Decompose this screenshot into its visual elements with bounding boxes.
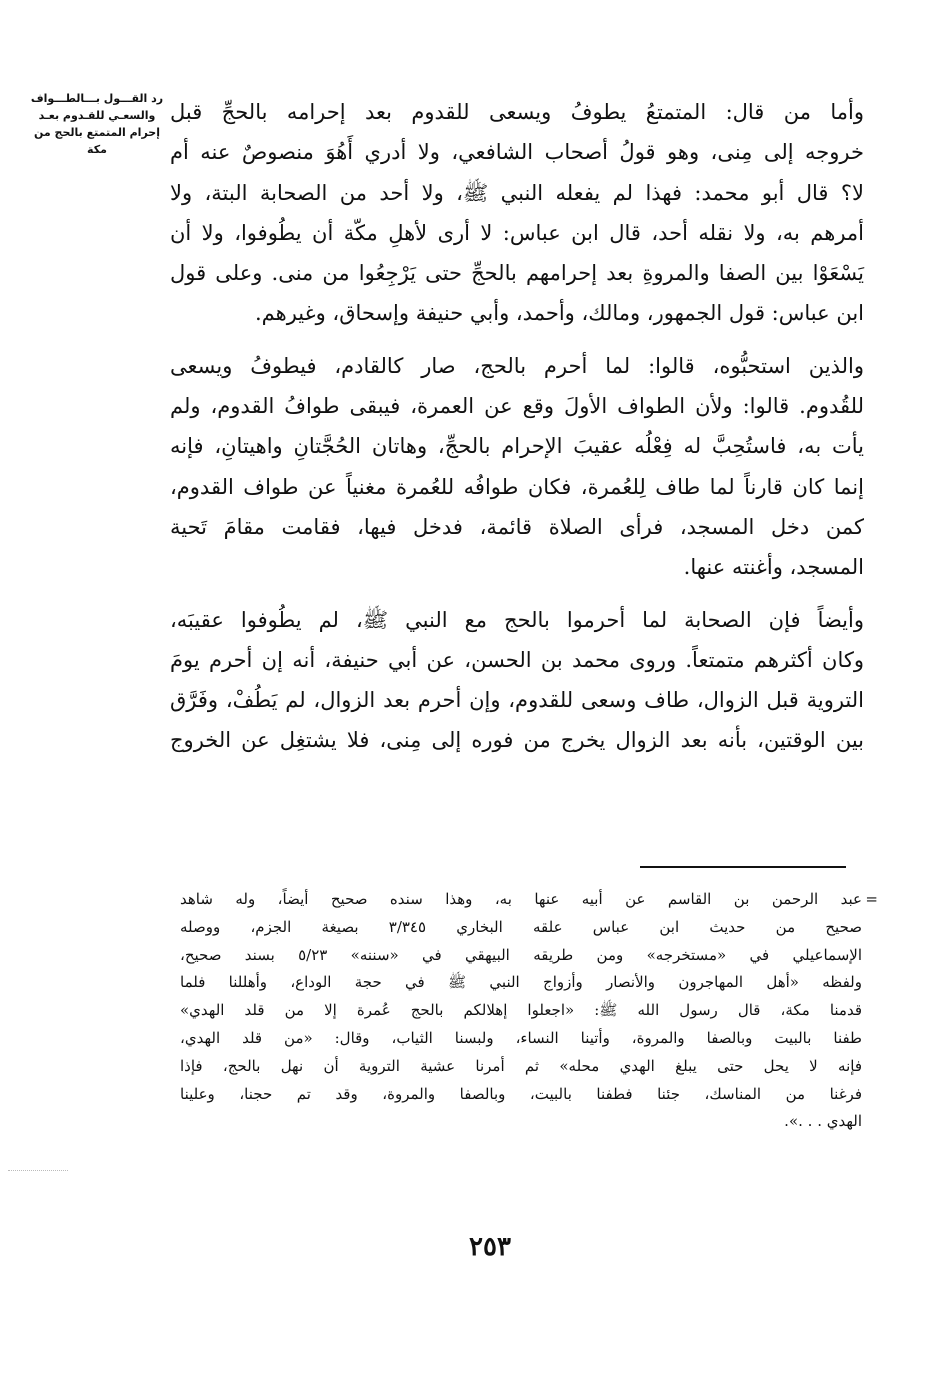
footnote-line: عبد الرحمن بن القاسم عن أبيه عنها به، وهذا سنده صحيح أيضاً، وله شاهد xyxy=(180,890,862,908)
text-line: كمن دخل المسجد، فرأى الصلاة قائمة، فدخل فيها، فقامت مقامَ تَحية xyxy=(170,514,864,539)
page-number: ٢٥٣ xyxy=(469,1232,511,1262)
text-line: إنما كان قارناً لما طاف لِلعُمرة، فكان طوافُه للعُمرة مغنياً عن طواف القدوم، xyxy=(170,474,864,499)
main-text xyxy=(170,92,894,773)
text-line: المسجد، وأغنته عنها. xyxy=(683,555,864,580)
footnote-line: الهدي . . .». xyxy=(784,1112,862,1131)
footnote-line: طفنا بالبيت وبالصفا والمروة، وأتينا النساء، ولبسنا الثياب، وقال: «من قلد الهدي، xyxy=(180,1028,862,1047)
text-line: لا؟ قال أبو محمد: فهذا لم يفعله النبي ﷺ، ولا أحد من الصحابة البتة، ولا xyxy=(170,180,864,205)
text-line: ابن عباس: قول الجمهور، ومالك، وأحمد، وأبي حنيفة وإسحاق، وغيرهم. xyxy=(254,301,864,326)
text-line: وأيضاً فإن الصحابة لما أحرموا بالحج مع النبي ﷺ، لم يطُوفوا عقيبَه، xyxy=(170,607,864,632)
text-line: بين الوقتين، بأنه بعد الزوال يخرج من فوره إلى مِنى، فلا يشتغِل عن الخروج xyxy=(170,728,864,753)
text-line: يَسْعَوْا بين الصفا والمروةِ بعد إحرامهم بالحجِّ حتى يَرْجِعُوا من منى. وعلى قول xyxy=(170,261,864,286)
text-line: التروية قبل الزوال، طاف وسعى للقدوم، وإن أحرم بعد الزوال، لم يَطُفْ، وفَرَّق xyxy=(170,688,864,713)
footnote xyxy=(180,886,878,1136)
margin-note xyxy=(22,90,172,158)
margin-note-line: إحرام المتمتع بالحج من xyxy=(34,126,160,139)
text-line: للقُدوم. قالوا: ولأن الطواف الأولَ وقع عن العمرة، فيبقى طوافُ القدوم، ولم xyxy=(170,394,864,419)
footnote-line: صحيح من حديث ابن عباس علقه البخاري ٣/٣٤٥ بصيغة الجزم، ووصله xyxy=(180,917,862,936)
footnote-line: فرغنا من المناسك، جئنا فطفنا بالبيت، وبالصفا والمروة، وقد تم حجنا، وعلينا xyxy=(180,1084,862,1103)
footnote-continuation-marker: = xyxy=(865,890,878,908)
margin-note-line: مكة xyxy=(87,143,107,156)
scan-artifact xyxy=(8,1170,68,1171)
paragraph-2 xyxy=(170,346,894,588)
footnote-separator xyxy=(640,866,846,868)
text-line: أمرهم به، ولا نقله أحد، قال ابن عباس: لا أرى لأهلِ مكّة أن يطُوفوا، ولا أن xyxy=(170,220,864,245)
footnote-line: فإنه لا يحل حتى يبلغ الهدي محله» ثم أمرنا عشية التروية أن نهل بالحج، فإذا xyxy=(180,1056,862,1075)
text-line: وكان أكثرهم متمتعاً. وروى محمد بن الحسن، عن أبي حنيفة، أنه إن أحرم يومَ xyxy=(170,647,864,672)
text-line: وأما من قال: المتمتعُ يطوفُ ويسعى للقدوم بعد إحرامه بالحجِّ قبل xyxy=(170,100,864,124)
text-line: يأت به، فاستُحِبَّ له فِعْلُه عقيبَ الإحرام بالحجِّ، وهاتان الحُجَّتانِ واهيتانِ، فإنه xyxy=(170,434,864,459)
text-line: والذين استحبُّوه، قالوا: لما أحرم بالحج، صار كالقادم، فيطوفُ ويسعى xyxy=(170,353,864,378)
margin-note-line: والسعـي للقـدوم بعـد xyxy=(38,109,156,122)
margin-note-line: رد القـــول بـــالطـــواف xyxy=(30,92,164,105)
paragraph-3 xyxy=(170,600,894,761)
paragraph-1 xyxy=(170,92,894,334)
text-line: خروجه إلى مِنى، وهو قولُ أصحاب الشافعي، ولا أدري أَهُوَ منصوصٌ عنه أم xyxy=(170,140,864,165)
footnote-line: ولفظه «أهل المهاجرون والأنصار وأزواج النبي ﷺ في حجة الوداع، وأهللنا فلما xyxy=(180,973,862,992)
footnote-line: الإسماعيلي في «مستخرجه» ومن طريقه البيهقي في «سننه» ٥/٢٣ بسند صحيح، xyxy=(180,945,862,964)
footnote-line: قدمنا مكة، قال رسول الله ﷺ: «اجعلوا إهلالكم بالحج عُمرة إلا من قلد الهدي» xyxy=(180,1001,862,1020)
